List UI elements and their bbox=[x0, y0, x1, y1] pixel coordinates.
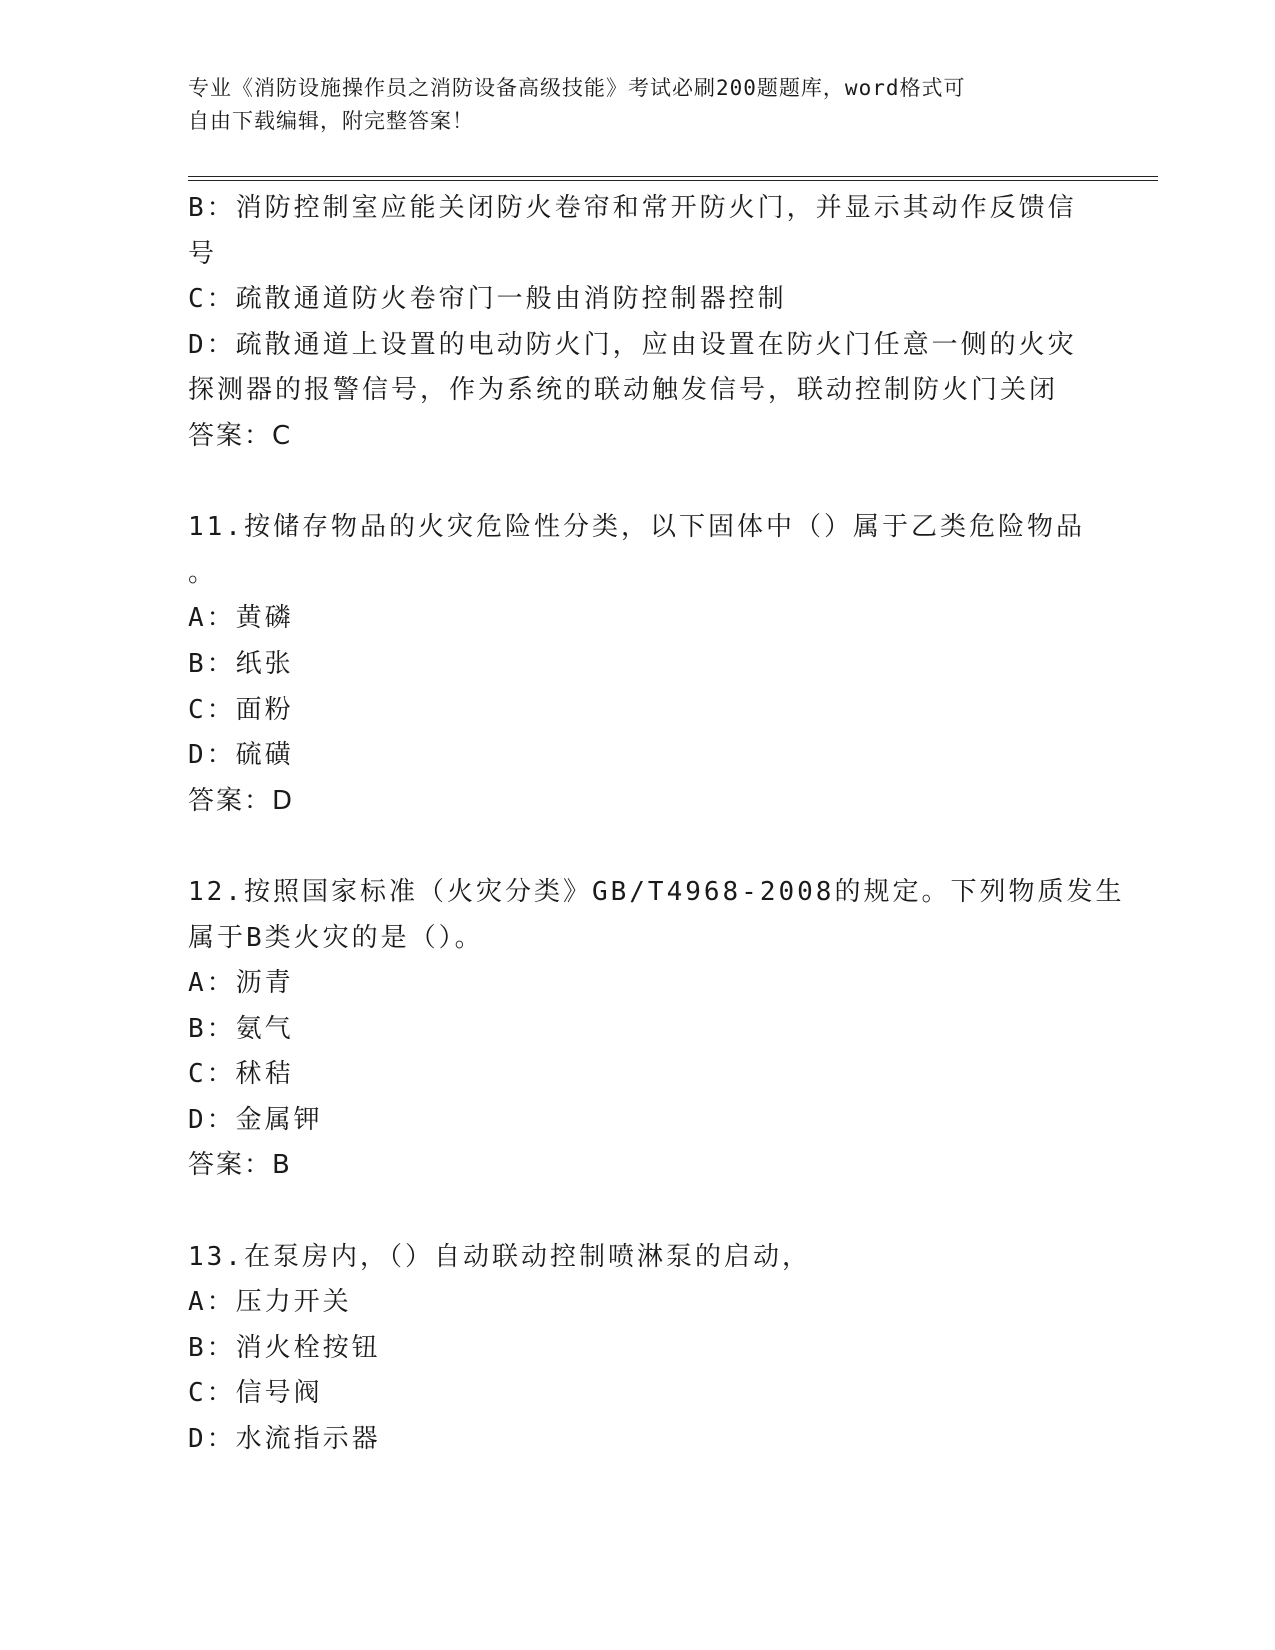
header-divider bbox=[188, 176, 1158, 181]
question-stem-continued: 属于B类火灾的是（）。 bbox=[188, 922, 484, 953]
question-stem: 11.按储存物品的火灾危险性分类，以下固体中（）属于乙类危险物品 bbox=[188, 512, 1085, 543]
option-b-continued: 号 bbox=[188, 238, 218, 269]
document-header bbox=[188, 72, 1088, 138]
question-13 bbox=[188, 1235, 1088, 1463]
question-stem: 13.在泵房内，（）自动联动控制喷淋泵的启动， bbox=[188, 1241, 811, 1272]
question-stem-continued: 。 bbox=[188, 557, 218, 588]
question-10 bbox=[188, 186, 1088, 460]
header-title-line-2: 自由下载编辑，附完整答案！ bbox=[188, 109, 474, 133]
option-a: A：沥青 bbox=[188, 968, 294, 999]
question-11 bbox=[188, 505, 1088, 824]
option-b: B：消火栓按钮 bbox=[188, 1332, 381, 1363]
question-stem: 12.按照国家标准（火灾分类》GB/T4968-2008的规定。下列物质发生 bbox=[188, 876, 1125, 907]
option-d: D：疏散通道上设置的电动防火门，应由设置在防火门任意一侧的火灾 bbox=[188, 329, 1077, 360]
option-c: C：信号阀 bbox=[188, 1378, 323, 1409]
option-d: D：金属钾 bbox=[188, 1104, 323, 1135]
question-content bbox=[188, 186, 1125, 1463]
option-d-continued: 探测器的报警信号，作为系统的联动触发信号，联动控制防火门关闭 bbox=[188, 375, 1059, 406]
option-d: D：水流指示器 bbox=[188, 1424, 381, 1455]
question-12 bbox=[188, 870, 1125, 1189]
spacer bbox=[188, 1189, 1088, 1235]
spacer bbox=[188, 460, 1088, 506]
option-b: B：氨气 bbox=[188, 1013, 294, 1044]
option-c: C：面粉 bbox=[188, 694, 294, 725]
answer: 答案：C bbox=[188, 420, 293, 451]
option-a: A：压力开关 bbox=[188, 1287, 352, 1318]
option-c: C：秫秸 bbox=[188, 1059, 294, 1090]
option-b: B：消防控制室应能关闭防火卷帘和常开防火门，并显示其动作反馈信 bbox=[188, 193, 1077, 223]
answer: 答案：B bbox=[188, 1150, 292, 1181]
spacer bbox=[188, 824, 1088, 870]
answer: 答案：D bbox=[188, 785, 295, 816]
header-title-line-1: 专业《消防设施操作员之消防设备高级技能》考试必刷200题题库，word格式可 bbox=[188, 76, 966, 100]
option-b: B：纸张 bbox=[188, 648, 294, 679]
option-d: D：硫磺 bbox=[188, 740, 294, 771]
option-a: A：黄磷 bbox=[188, 603, 294, 634]
option-c: C：疏散通道防火卷帘门一般由消防控制器控制 bbox=[188, 284, 787, 315]
